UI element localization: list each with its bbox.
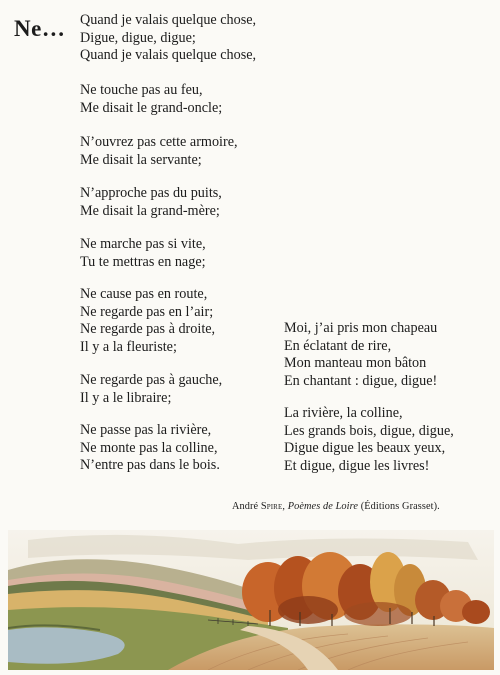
verse-line: Me disait le grand-oncle; — [80, 99, 223, 116]
verse-line: Quand je valais quelque chose, — [80, 47, 257, 63]
verse-line: N’approche pas du puits, — [80, 185, 222, 201]
poem-title: Ne… — [14, 16, 66, 41]
verse-line: N’ouvrez pas cette armoire, — [80, 134, 238, 150]
verse-line: Digue digue les beaux yeux, — [284, 440, 446, 456]
attribution — [232, 501, 440, 512]
stanza-6 — [80, 286, 215, 356]
stanza-3 — [80, 134, 238, 169]
stanza-2 — [80, 82, 222, 117]
verse-line: Ne regarde pas à droite, — [80, 321, 216, 337]
verse-line: La rivière, la colline, — [284, 405, 403, 421]
verse-line: Et digue, digue les livres! — [284, 457, 430, 474]
verse-line: Il y a le libraire; — [80, 389, 172, 406]
verse-line: En éclatant de rire, — [284, 337, 392, 354]
publisher: (Éditions Grasset). — [360, 501, 440, 512]
author-last-name: Spire, — [260, 501, 285, 512]
stanza-7 — [80, 372, 222, 407]
verse-line: Moi, j’ai pris mon chapeau — [284, 320, 438, 336]
verse-line: Me disait la grand-mère; — [80, 202, 220, 219]
verse-line: Digue, digue, digue; — [80, 29, 196, 46]
stanza-5 — [80, 236, 206, 271]
verse-line: Ne regarde pas en l’air; — [80, 303, 214, 320]
author-first-name: André — [232, 501, 259, 512]
verse-line: Ne passe pas la rivière, — [80, 422, 212, 438]
stanza-1 — [80, 12, 256, 65]
verse-line: N’entre pas dans le bois. — [80, 457, 220, 473]
verse-line: En chantant : digue, digue! — [284, 372, 438, 389]
stanza-9 — [284, 320, 437, 390]
verse-line: Ne regarde pas à gauche, — [80, 372, 223, 388]
verse-line: Quand je valais quelque chose, — [80, 12, 257, 28]
verse-line: Ne touche pas au feu, — [80, 82, 203, 98]
verse-line: Tu te mettras en nage; — [80, 253, 206, 270]
stanza-4 — [80, 185, 222, 220]
stanza-8 — [80, 422, 220, 475]
verse-line: Les grands bois, digue, digue, — [284, 422, 454, 439]
verse-line: Mon manteau mon bâton — [284, 355, 427, 371]
stanza-10 — [284, 405, 454, 475]
verse-line: Ne marche pas si vite, — [80, 236, 206, 252]
verse-line: Il y a la fleuriste; — [80, 338, 177, 355]
verse-line: Me disait la servante; — [80, 151, 202, 168]
autumn-landscape-illustration — [8, 530, 494, 670]
verse-line: Ne cause pas en route, — [80, 286, 208, 302]
book-title: Poèmes de Loire — [287, 501, 359, 512]
verse-line: Ne monte pas la colline, — [80, 439, 218, 456]
